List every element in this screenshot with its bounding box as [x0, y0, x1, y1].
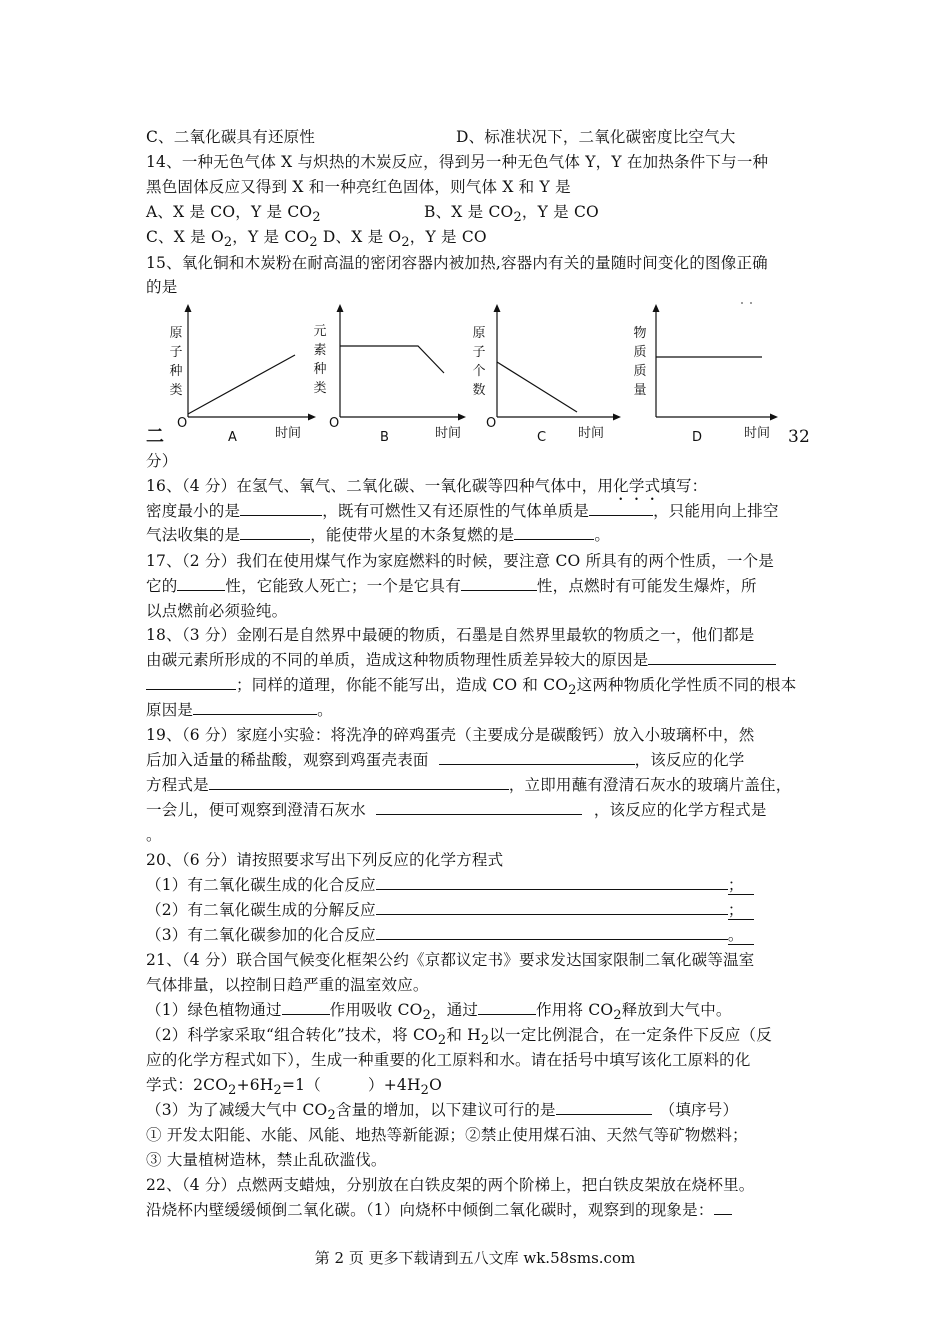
q16-line3: 气法收集的是 ，能使带火星的木条复燃的是 。 — [146, 526, 611, 544]
q17-blank-1[interactable] — [177, 575, 225, 591]
graph-c-letter: C — [537, 430, 547, 445]
q20-blank-3[interactable] — [376, 924, 728, 940]
graph-b-origin: O — [329, 416, 340, 431]
q18-blank-1[interactable] — [648, 649, 776, 665]
q14-line2: 黑色固体反应又得到 X 和一种亮红色固体，则气体 X 和 Y 是 — [146, 178, 571, 196]
q17-line3: 以点燃前必须验纯。 — [146, 602, 288, 620]
q18-line1: 18、（3 分）金刚石是自然界中最硬的物质，石墨是自然界里最软的物质之一，他们都是 — [146, 626, 755, 644]
q21-part3: （3）为了减缓大气中 $CO_2$含量的增加，以下建议可行的是 （填序号） — [146, 1101, 739, 1124]
graph-a-ylabel: 原 子 种 类 — [169, 326, 183, 398]
q13-option-d: D、标准状况下，二氧化碳密度比空气大 — [456, 128, 736, 146]
q19-blank-2[interactable] — [209, 774, 509, 790]
q20-blank-1[interactable] — [376, 874, 728, 890]
q14-line1: 14、一种无色气体 X 与炽热的木炭反应，得到另一种无色气体 Y，Y 在加热条件下与一种 — [146, 153, 769, 171]
q16-blank-4[interactable] — [514, 524, 594, 540]
q21-blank-2[interactable] — [478, 999, 536, 1015]
q16-blank-1[interactable] — [240, 500, 322, 516]
graph-a-origin: O — [177, 416, 188, 431]
q14-option-a: A、X 是 CO，Y 是 $CO_2$ — [146, 203, 321, 226]
q16-line1: 16、（4 分）在氢气、氧气、二氧化碳、一氧化碳等四种气体中，用化学式填写： — [146, 477, 708, 495]
q21-part2-line2: 应的化学方程式如下），生成一种重要的化工原料和水。请在括号中填写该化工原料的化 — [146, 1051, 751, 1069]
q14-option-b: B、X 是 $CO_2$，Y 是 CO — [424, 203, 599, 226]
q18-line4: 原因是 。 — [146, 701, 333, 719]
graph-b-ylabel: 元 素 种 类 — [313, 324, 327, 396]
q19-line4: 一会儿，便可观察到澄清石灰水 ，该反应的化学方程式是 — [146, 801, 767, 819]
q19-line5: 。 — [146, 826, 162, 844]
q20-item3: （3）有二氧化碳参加的化合反应 。 — [146, 924, 754, 946]
q20-blank-2[interactable] — [376, 899, 728, 915]
q21-options-1-2: ① 开发太阳能、水能、风能、地热等新能源；②禁止使用煤石油、天然气等矿物燃料； — [146, 1126, 748, 1144]
q15-line1: 15、氧化铜和木炭粉在耐高温的密闭容器内被加热,容器内有关的量随时间变化的图像正确 — [146, 254, 768, 272]
graph-b-letter: B — [380, 430, 389, 445]
q14-options-cd: C、X 是 $O_2$，Y 是 $CO_2$ D、X 是 $O_2$，Y 是 CO — [146, 228, 487, 251]
q21-line2: 气体排量，以控制日趋严重的温室效应。 — [146, 976, 429, 994]
graph-b — [310, 300, 475, 450]
q20-line1: 20、（6 分）请按照要求写出下列反应的化学方程式 — [146, 851, 504, 869]
q18-blank-2[interactable] — [193, 699, 317, 715]
q19-line1: 19、（6 分）家庭小实验：将洗净的碎鸡蛋壳（主要成分是碳酸钙）放入小玻璃杯中，然 — [146, 726, 755, 744]
q22-line2: 沿烧杯内壁缓缓倾倒二氧化碳。（1）向烧杯中倾倒二氧化碳时，观察到的现象是： — [146, 1199, 732, 1221]
q20-item2: （2）有二氧化碳生成的分解反应 ； — [146, 899, 754, 921]
q19-blank-3[interactable] — [376, 799, 582, 815]
q17-line2: 它的 性，它能致人死亡；一个是它具有 性，点燃时有可能发生爆炸，所 — [146, 577, 757, 595]
graph-d-xlabel: 时间 — [744, 426, 771, 441]
q18-blank-1-cont[interactable] — [146, 674, 236, 690]
q16-line2: 密度最小的是 ，既有可燃性又有还原性的气体单质是 ，只能用向上排空 — [146, 502, 779, 520]
graph-c-xlabel: 时间 — [578, 426, 605, 441]
q17-blank-2[interactable] — [461, 575, 537, 591]
q13-option-c: C、二氧化碳具有还原性 — [146, 128, 316, 146]
graph-b-trend-line — [340, 346, 444, 373]
graph-d-ylabel: 物 质 质 量 — [633, 326, 647, 398]
q19-line3: 方程式是 ，立即用蘸有澄清石灰水的玻璃片盖住， — [146, 776, 792, 794]
section-2-heading: 二 — [146, 426, 165, 447]
graph-c-trend-line — [497, 362, 577, 412]
q20-item1: （1）有二氧化碳生成的化合反应 ； — [146, 874, 754, 896]
q21-blank-3[interactable] — [556, 1099, 652, 1115]
q22-blank-1[interactable] — [714, 1199, 732, 1215]
graph-c — [465, 300, 630, 450]
graph-c-origin: O — [486, 416, 497, 431]
section-2-fragment: 32 — [788, 427, 811, 447]
q21-part2-line3: 学式：$2CO_2+6H_2=1$（ ）$+4H_2O$ — [146, 1076, 443, 1099]
graph-c-ylabel: 原 子 个 数 — [472, 326, 486, 398]
page-footer: 第 2 页 更多下载请到五八文库 wk.58sms.com — [314, 1249, 636, 1267]
graph-d — [622, 300, 787, 450]
graph-d-letter: D — [692, 430, 703, 445]
q21-line1: 21、（4 分）联合国气候变化框架公约《京都议定书》要求发达国家限制二氧化碳等温室 — [146, 951, 755, 969]
q17-line1: 17、（2 分）我们在使用煤气作为家庭燃料的时候，要注意 CO 所具有的两个性质，一个是 — [146, 552, 774, 570]
section-2-close: 分） — [146, 452, 178, 470]
q16-blank-3[interactable] — [240, 524, 310, 540]
q15-line2: 的是 — [146, 278, 178, 296]
graph-b-xlabel: 时间 — [435, 426, 462, 441]
q21-part2-line1: （2）科学家采取“组合转化”技术，将 $CO_2$和 $H_2$以一定比例混合，在一定条件下反应（反 — [146, 1026, 772, 1049]
q18-line3: ；同样的道理，你能不能写出，造成 CO 和 $CO_2$这两种物质化学性质不同的根本 — [146, 674, 796, 702]
q16-blank-2[interactable] — [589, 500, 653, 516]
graph-a-trend-line — [188, 355, 295, 414]
q18-line2: 由碳元素所形成的不同的单质，造成这种物质物理性质差异较大的原因是 — [146, 649, 776, 671]
q21-part1: （1）绿色植物通过 作用吸收 $CO_2$，通过 作用将 $CO_2$释放到大气中。 — [146, 1001, 732, 1024]
q19-blank-1[interactable] — [439, 749, 635, 765]
q21-blank-1[interactable] — [282, 999, 330, 1015]
graph-a-letter: A — [228, 430, 237, 445]
graph-a-xlabel: 时间 — [275, 426, 302, 441]
graph-a — [160, 300, 325, 450]
q19-line2: 后加入适量的稀盐酸，观察到鸡蛋壳表面 ，该反应的化学 — [146, 751, 745, 769]
q22-line1: 22、（4 分）点燃两支蜡烛，分别放在白铁皮架的两个阶梯上，把白铁皮架放在烧杯里。 — [146, 1176, 755, 1194]
q21-option-3: ③ 大量植树造林，禁止乱砍滥伐。 — [146, 1151, 387, 1169]
